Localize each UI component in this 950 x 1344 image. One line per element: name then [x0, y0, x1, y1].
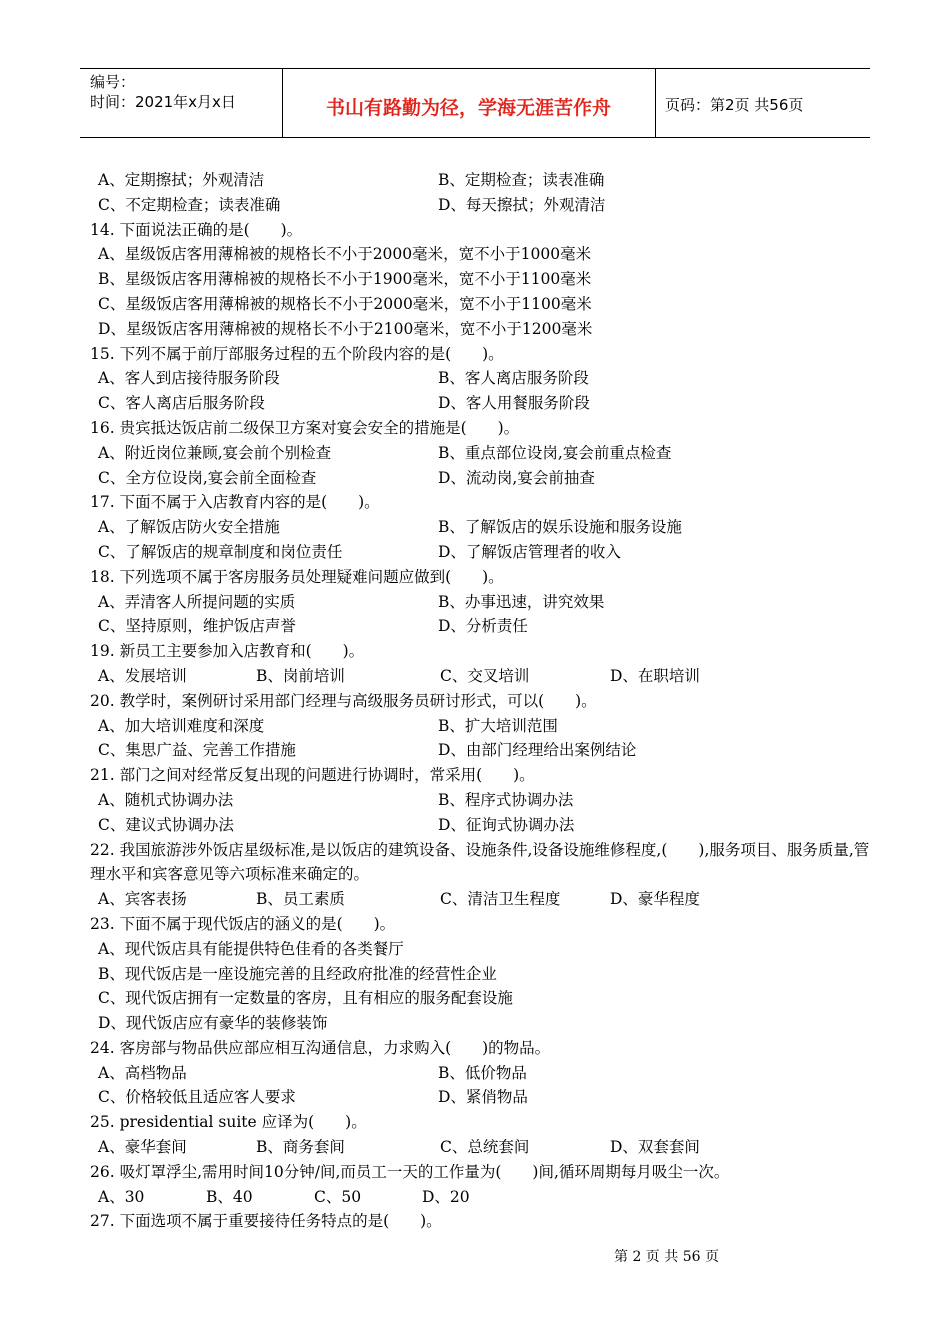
answer-option: B、星级饭店客用薄棉被的规格长不小于1900毫米，宽不小于1100毫米	[98, 270, 592, 289]
page-info: 页码：第2页 共56页	[665, 96, 804, 114]
header-motto-cell	[282, 69, 656, 137]
answer-option: A、弄清客人所提问题的实质	[98, 592, 296, 611]
option-row	[90, 466, 870, 491]
question-stem: 23. 下面不属于现代饭店的涵义的是( )。	[90, 914, 396, 933]
answer-option: D、双套套间	[610, 1138, 700, 1157]
answer-option: C、集思广益、完善工作措施	[98, 741, 296, 760]
option-row	[90, 664, 870, 689]
answer-option: B、定期检查；读表准确	[438, 171, 605, 189]
option-row	[90, 738, 870, 763]
answer-option: C、星级饭店客用薄棉被的规格长不小于2000毫米，宽不小于1100毫米	[98, 294, 592, 313]
answer-option: C、总统套间	[440, 1138, 530, 1157]
motto-text: 书山有路勤为径，学海无涯苦作舟	[325, 97, 611, 119]
answer-option: D、星级饭店客用薄棉被的规格长不小于2100毫米，宽不小于1200毫米	[98, 319, 593, 338]
answer-option: B、程序式协调办法	[438, 790, 574, 809]
answer-option: B、员工素质	[256, 890, 345, 909]
answer-option: C、了解饭店的规章制度和岗位责任	[98, 542, 343, 561]
answer-option: C、清洁卫生程度	[440, 890, 561, 909]
answer-option: B、40	[206, 1187, 253, 1206]
answer-option: C、交叉培训	[440, 666, 530, 685]
answer-option: B、客人离店服务阶段	[438, 369, 589, 388]
answer-option: D、流动岗,宴会前抽查	[438, 468, 595, 487]
answer-option: D、客人用餐服务阶段	[438, 394, 590, 413]
answer-option: A、客人到店接待服务阶段	[98, 369, 280, 388]
answer-option: A、30	[98, 1187, 145, 1206]
option-row	[90, 441, 870, 466]
option-row	[90, 590, 870, 615]
answer-option: A、高档物品	[98, 1063, 187, 1082]
answer-option: D、由部门经理给出案例结论	[438, 741, 637, 760]
question-stem: 18. 下列选项不属于客房服务员处理疑难问题应做到( )。	[90, 567, 504, 586]
option-row	[90, 1185, 870, 1210]
option-row	[90, 614, 870, 639]
answer-option: B、岗前培训	[256, 666, 345, 685]
header-meta-cell	[80, 69, 283, 137]
answer-option: A、了解饭店防火安全措施	[98, 518, 280, 537]
question-stem: 24. 客房部与物品供应部应相互沟通信息，力求购入( )的物品。	[90, 1038, 551, 1057]
question-stem: 26. 吸灯罩浮尘,需用时间10分钟/间,而员工一天的工作量为( )间,循环周期每月吸尘一次。	[90, 1162, 730, 1181]
question-stem: 27. 下面选项不属于重要接待任务特点的是( )。	[90, 1212, 442, 1231]
answer-option: D、20	[422, 1187, 470, 1206]
answer-option: B、低价物品	[438, 1063, 527, 1082]
option-row	[90, 540, 870, 565]
answer-option: C、价格较低且适应客人要求	[98, 1088, 296, 1107]
header-page-cell	[655, 69, 870, 137]
answer-option: D、豪华程度	[610, 890, 700, 909]
answer-option: B、现代饭店是一座设施完善的且经政府批准的经营性企业	[98, 964, 497, 983]
question-stem: 22. 我国旅游涉外饭店星级标准,是以饭店的建筑设备、设施条件,设备设施维修程度,( ),服务项目、服务质量,管理水平和宾客意见等六项标准来确定的。	[90, 840, 870, 884]
page-footer: 第 2 页 共 56 页	[614, 1249, 719, 1265]
option-row	[90, 1085, 870, 1110]
answer-option: A、豪华套间	[98, 1138, 187, 1157]
answer-option: A、定期擦拭；外观清洁	[98, 171, 265, 189]
answer-option: B、重点部位设岗,宴会前重点检查	[438, 443, 672, 462]
option-row	[90, 788, 870, 813]
option-row	[90, 168, 870, 193]
answer-option: D、紧俏物品	[438, 1088, 528, 1107]
answer-option: A、星级饭店客用薄棉被的规格长不小于2000毫米，宽不小于1000毫米	[98, 245, 592, 264]
answer-option: D、现代饭店应有豪华的装修装饰	[98, 1014, 328, 1033]
answer-option: A、附近岗位兼顾,宴会前个别检查	[98, 443, 332, 462]
answer-option: B、了解饭店的娱乐设施和服务设施	[438, 518, 682, 537]
document-date-label: 时间：2021年x月x日	[90, 93, 236, 111]
answer-option: C、全方位设岗,宴会前全面检查	[98, 468, 317, 487]
answer-option: B、扩大培训范围	[438, 716, 558, 735]
answer-option: D、了解饭店管理者的收入	[438, 542, 621, 561]
option-row	[90, 391, 870, 416]
question-stem: 21. 部门之间对经常反复出现的问题进行协调时，常采用( )。	[90, 766, 535, 785]
answer-option: C、50	[314, 1187, 362, 1206]
answer-option: D、在职培训	[610, 666, 700, 685]
answer-option: C、客人离店后服务阶段	[98, 394, 265, 413]
answer-option: D、分析责任	[438, 617, 528, 636]
option-row	[90, 714, 870, 739]
question-list	[90, 168, 870, 1234]
answer-option: D、每天擦拭；外观清洁	[438, 195, 606, 214]
page-header	[80, 68, 870, 138]
answer-option: A、宾客表扬	[98, 890, 187, 909]
answer-option: D、征询式协调办法	[438, 815, 575, 834]
answer-option: A、发展培训	[98, 666, 187, 685]
option-row	[90, 515, 870, 540]
option-row	[90, 366, 870, 391]
answer-option: C、不定期检查；读表准确	[98, 195, 281, 214]
question-stem: 16. 贵宾抵达饭店前二级保卫方案对宴会安全的措施是( )。	[90, 418, 520, 437]
answer-option: C、现代饭店拥有一定数量的客房，且有相应的服务配套设施	[98, 989, 513, 1008]
answer-option: A、现代饭店具有能提供特色佳肴的各类餐厅	[98, 939, 404, 958]
question-stem: 17. 下面不属于入店教育内容的是( )。	[90, 493, 380, 512]
option-row	[90, 887, 870, 912]
option-row	[90, 1135, 870, 1160]
option-row	[90, 193, 870, 218]
answer-option: A、随机式协调办法	[98, 790, 234, 809]
question-stem: 25. presidential suite 应译为( )。	[90, 1113, 367, 1132]
question-stem: 20. 教学时，案例研讨采用部门经理与高级服务员研讨形式，可以( )。	[90, 691, 597, 710]
answer-option: C、坚持原则，维护饭店声誉	[98, 617, 296, 636]
option-row	[90, 1061, 870, 1086]
answer-option: A、加大培训难度和深度	[98, 716, 265, 735]
question-stem: 14. 下面说法正确的是( )。	[90, 220, 303, 239]
answer-option: B、办事迅速，讲究效果	[438, 592, 605, 611]
option-row	[90, 813, 870, 838]
question-stem: 19. 新员工主要参加入店教育和( )。	[90, 642, 365, 661]
answer-option: B、商务套间	[256, 1138, 345, 1157]
answer-option: C、建议式协调办法	[98, 815, 234, 834]
document-number-label: 编号：	[90, 73, 136, 91]
question-stem: 15. 下列不属于前厅部服务过程的五个阶段内容的是( )。	[90, 344, 504, 363]
